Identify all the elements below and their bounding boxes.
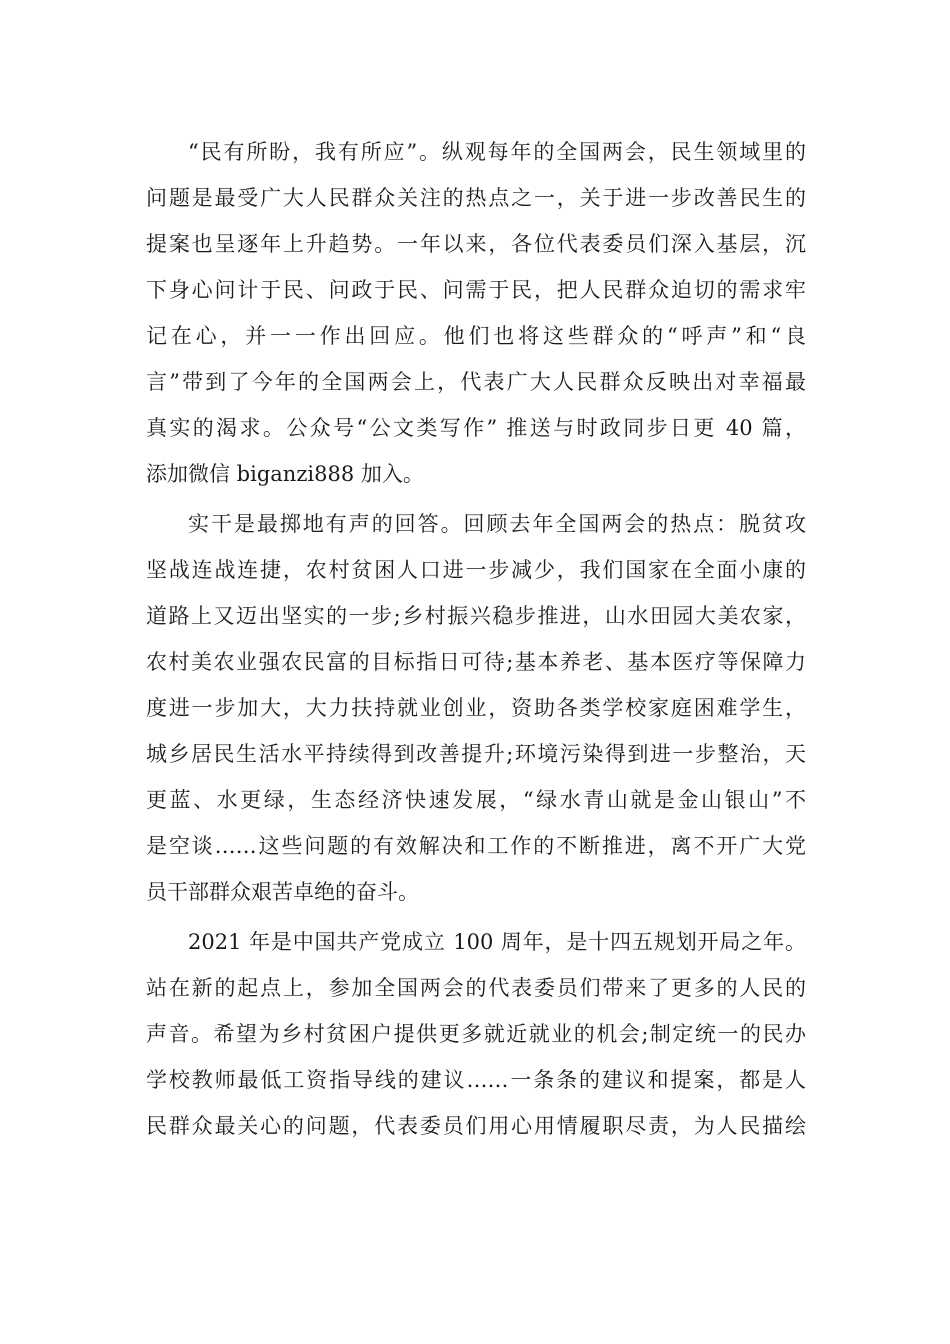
text-line: 城乡居民生活水平持续得到改善提升;环境污染得到进一步整治，天 [146,742,806,766]
text-line: 更蓝、水更绿，生态经济快速发展，“绿水青山就是金山银山”不 [146,788,806,812]
text-line: 言”带到了今年的全国两会上，代表广大人民群众反映出对幸福最 [146,370,806,394]
text-line: 添加微信 biganzi888 加入。 [146,462,424,486]
text-line: 农村美农业强农民富的目标指日可待;基本养老、基本医疗等保障力 [146,650,806,674]
text-line: 民群众最关心的问题，代表委员们用心用情履职尽责，为人民描绘 [146,1114,806,1138]
document-body [146,129,806,1149]
text-line: 记在心，并一一作出回应。他们也将这些群众的“呼声”和“良 [146,324,806,348]
text-line: 提案也呈逐年上升趋势。一年以来，各位代表委员们深入基层，沉 [146,232,806,256]
paragraph-2 [146,501,806,915]
text-line: 坚战连战连捷，农村贫困人口进一步减少，我们国家在全面小康的 [146,558,806,582]
text-line: 真实的渴求。公众号“公文类写作” 推送与时政同步日更 40 篇， [146,416,806,440]
text-line: 实干是最掷地有声的回答。回顾去年全国两会的热点：脱贫攻 [188,512,806,536]
text-line: “民有所盼，我有所应”。纵观每年的全国两会，民生领域里的 [188,140,806,164]
paragraph-3 [146,919,806,1149]
text-line: 道路上又迈出坚实的一步;乡村振兴稳步推进，山水田园大美农家， [146,604,806,628]
text-line: 是空谈……这些问题的有效解决和工作的不断推进，离不开广大党 [146,834,806,858]
text-line: 站在新的起点上，参加全国两会的代表委员们带来了更多的人民的 [146,976,806,1000]
text-line: 员干部群众艰苦卓绝的奋斗。 [146,880,419,904]
paragraph-1 [146,129,806,497]
text-line: 2021 年是中国共产党成立 100 周年，是十四五规划开局之年。 [188,930,806,954]
text-line: 问题是最受广大人民群众关注的热点之一，关于进一步改善民生的 [146,186,806,210]
text-line: 下身心问计于民、问政于民、问需于民，把人民群众迫切的需求牢 [146,278,806,302]
text-line: 学校教师最低工资指导线的建议……一条条的建议和提案，都是人 [146,1068,806,1092]
text-line: 度进一步加大，大力扶持就业创业，资助各类学校家庭困难学生， [146,696,806,720]
text-line: 声音。希望为乡村贫困户提供更多就近就业的机会;制定统一的民办 [146,1022,806,1046]
